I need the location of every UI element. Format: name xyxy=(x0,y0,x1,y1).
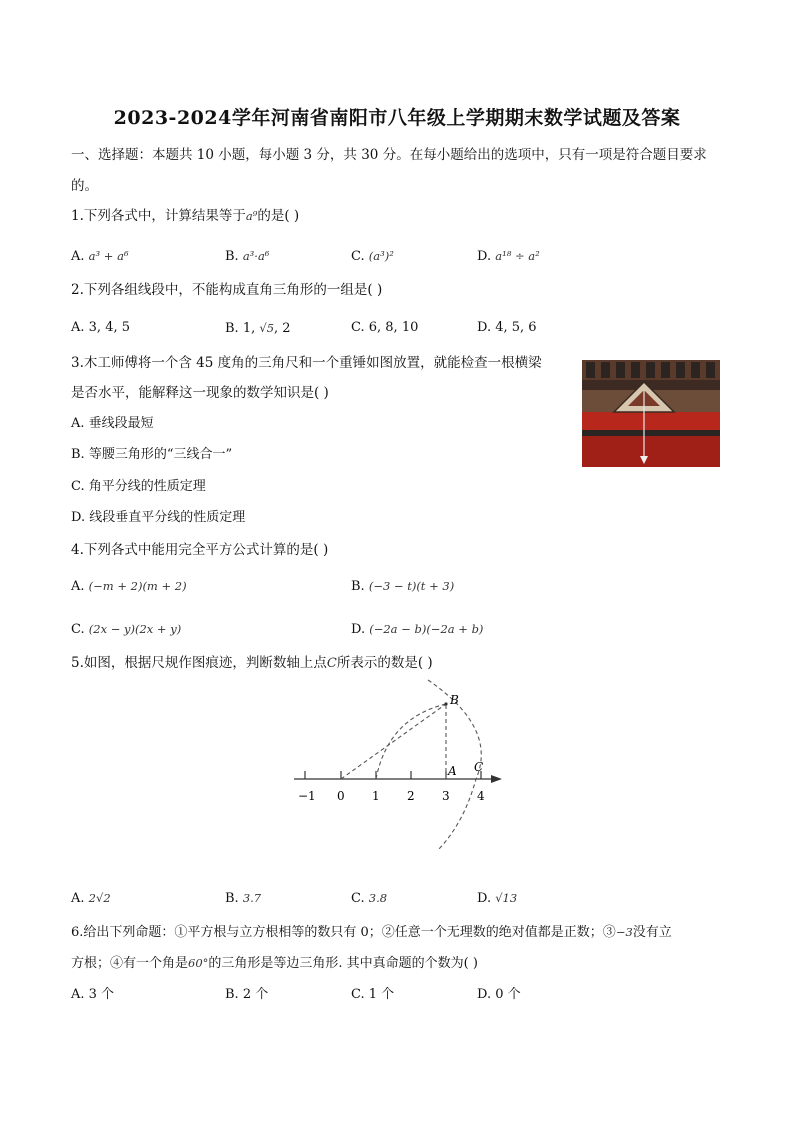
option-expr: a¹⁸ ÷ a² xyxy=(495,249,540,263)
q4-option-c xyxy=(71,620,181,639)
option-expr: (−m + 2)(m + 2) xyxy=(88,579,187,593)
option-label: C. xyxy=(351,249,365,264)
q6-text: 方根；④有一个角是 xyxy=(71,956,189,971)
q1-stem-math: a⁹ xyxy=(245,209,258,223)
q3-option-a: A. 垂线段最短 xyxy=(71,416,154,431)
small-arc xyxy=(376,704,446,779)
label-c: C xyxy=(474,760,484,774)
label-a: A xyxy=(448,764,457,778)
option-expr: 2√2 xyxy=(88,891,111,905)
option-text: B. 1, xyxy=(225,321,256,336)
q1-stem xyxy=(71,207,299,225)
q2-stem: 2.下列各组线段中，不能构成直角三角形的一组是( ) xyxy=(71,282,383,298)
q6-text: 6.给出下列命题：①平方根与立方根相等的数只有 0；②任意一个无理数的绝对值都是正数；③ xyxy=(71,925,616,940)
q6-text-post: 没有立 xyxy=(632,925,672,940)
option-label: C. xyxy=(71,622,85,637)
q6-option-b: B. 2 个 xyxy=(225,987,269,1002)
option-expr: (−3 − t)(t + 3) xyxy=(368,579,455,593)
q1-option-d xyxy=(477,247,540,266)
q6-option-c: C. 1 个 xyxy=(351,987,395,1002)
q6-math: −3 xyxy=(615,925,633,939)
option-label: B. xyxy=(351,579,365,594)
page-title: 2023-2024学年河南省南阳市八年级上学期期末数学试题及答案 xyxy=(113,107,681,129)
option-label: D. xyxy=(477,249,492,264)
q5-stem xyxy=(71,654,433,673)
label-b: B xyxy=(450,693,459,707)
option-expr: a³·a⁶ xyxy=(242,249,270,263)
q1-option-c xyxy=(351,247,394,266)
q5-stem-text-post: 所表示的数是( ) xyxy=(336,655,433,671)
tick-label: 1 xyxy=(372,789,380,803)
q4-option-b xyxy=(351,577,454,596)
number-line-figure xyxy=(288,678,508,856)
q1-stem-text-post: 的是( ) xyxy=(257,208,300,224)
tick-label: 3 xyxy=(442,789,450,803)
q3-stem-line2: 是否水平，能解释这一现象的数学知识是( ) xyxy=(71,385,329,401)
tick-label: 2 xyxy=(407,789,415,803)
q5-point-c: C xyxy=(326,656,337,671)
option-expr: (a³)² xyxy=(368,249,394,263)
q2-option-a: A. 3, 4, 5 xyxy=(71,320,130,335)
beam-level-photo xyxy=(582,360,720,467)
option-expr: √13 xyxy=(495,891,518,905)
tick-label: 0 xyxy=(337,789,345,803)
q6-math: 60° xyxy=(188,956,209,970)
q6-option-d: D. 0 个 xyxy=(477,987,521,1002)
q4-stem: 4.下列各式中能用完全平方公式计算的是( ) xyxy=(71,542,329,558)
q2-option-c: C. 6, 8, 10 xyxy=(351,320,419,335)
q1-option-a xyxy=(71,247,129,266)
option-label: D. xyxy=(477,891,492,906)
option-expr: 3.8 xyxy=(368,891,388,905)
q6-text-post: 的三角形是等边三角形. 其中真命题的个数为( ) xyxy=(208,956,478,971)
q1-stem-text: 1.下列各式中，计算结果等于 xyxy=(71,208,246,224)
q3-option-d: D. 线段垂直平分线的性质定理 xyxy=(71,510,246,525)
q4-option-d xyxy=(351,620,483,639)
section-header-line2: 的。 xyxy=(71,178,98,194)
number-line-svg xyxy=(288,678,508,856)
axis-arrow-icon xyxy=(491,775,502,783)
q5-option-d xyxy=(477,889,517,908)
option-label: A. xyxy=(71,891,85,906)
tick-label: −1 xyxy=(298,789,316,803)
option-text-post: , 2 xyxy=(274,321,291,336)
q2-option-b xyxy=(225,319,291,338)
q5-option-b xyxy=(225,889,261,908)
q5-stem-text: 5.如图，根据尺规作图痕迹，判断数轴上点 xyxy=(71,655,327,671)
section-header-line1: 一、选择题：本题共 10 小题，每小题 3 分，共 30 分。在每小题给出的选项中，只有一项是符合题目要求 xyxy=(71,147,707,163)
tick-label: 4 xyxy=(477,789,485,803)
q1-option-b xyxy=(225,247,269,266)
beam-level-illustration xyxy=(582,360,720,467)
q2-option-d: D. 4, 5, 6 xyxy=(477,320,537,335)
q5-option-c xyxy=(351,889,387,908)
option-label: B. xyxy=(225,249,239,264)
option-label: A. xyxy=(71,249,85,264)
option-expr: (−2a − b)(−2a + b) xyxy=(369,622,484,636)
q3-stem-line1: 3.木工师傅将一个含 45 度角的三角尺和一个重锤如图放置，就能检查一根横梁 xyxy=(71,355,542,371)
point-b xyxy=(444,702,447,705)
option-expr: √5 xyxy=(259,321,275,335)
option-expr: 3.7 xyxy=(242,891,262,905)
hypotenuse-line xyxy=(341,704,446,779)
q3-option-b: B. 等腰三角形的“三线合一” xyxy=(71,447,233,462)
q6-stem-line2 xyxy=(71,954,478,973)
q5-option-a xyxy=(71,889,111,908)
option-expr: (2x − y)(2x + y) xyxy=(88,622,182,636)
q3-option-c: C. 角平分线的性质定理 xyxy=(71,479,206,494)
q6-option-a: A. 3 个 xyxy=(71,987,115,1002)
option-label: C. xyxy=(351,891,365,906)
q6-stem-line1 xyxy=(71,923,672,942)
option-expr: a³ + a⁶ xyxy=(88,249,129,263)
option-label: B. xyxy=(225,891,239,906)
q4-option-a xyxy=(71,577,187,596)
option-label: D. xyxy=(351,622,366,637)
option-label: A. xyxy=(71,579,85,594)
